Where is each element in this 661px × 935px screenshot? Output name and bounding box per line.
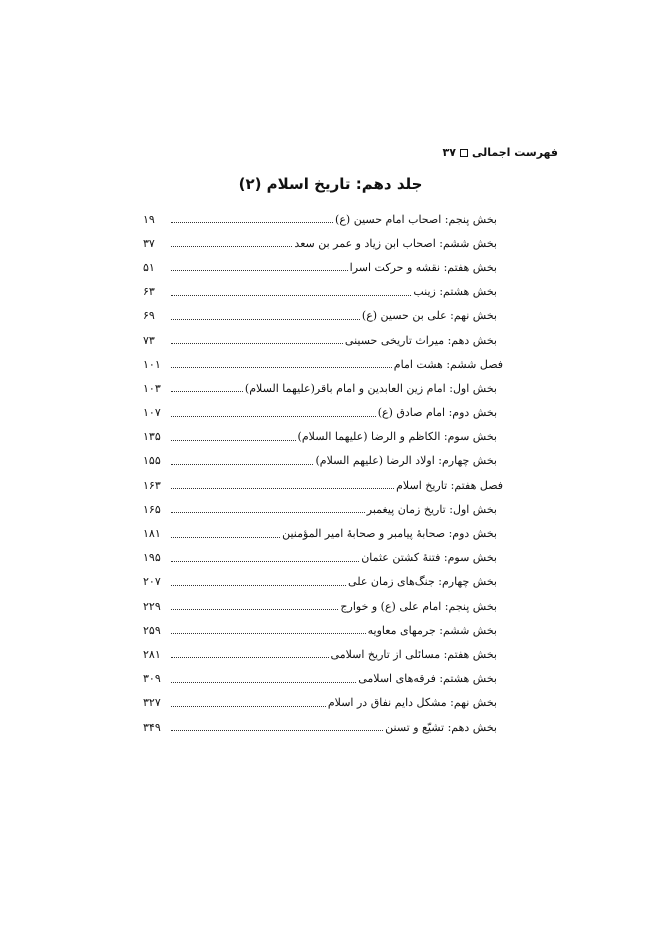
dot-leader: [171, 536, 280, 538]
toc-entry-page-number: ۱۵۵: [143, 454, 161, 468]
toc-entry-page-number: ۶۳: [143, 285, 155, 299]
toc-entry-page-number: ۱۹: [143, 212, 155, 226]
toc-entry[interactable]: [143, 328, 503, 352]
toc-entry-label: بخش ششم: اصحاب ابن زیاد و عمر بن سعد: [294, 236, 497, 250]
dot-leader: [171, 294, 411, 296]
toc-entry-page-number: ۱۰۱: [143, 357, 161, 371]
toc-entry[interactable]: [143, 449, 503, 473]
running-header-page-number: ۳۷: [442, 146, 456, 159]
square-bullet-icon: [460, 149, 468, 157]
toc-entry[interactable]: [143, 618, 503, 642]
toc-entry-page-number: ۱۰۳: [143, 381, 161, 395]
dot-leader: [171, 584, 346, 586]
dot-leader: [171, 245, 292, 247]
toc-entry-label: بخش پنجم: اصحاب امام حسین (ع): [335, 212, 497, 226]
toc-entry-page-number: ۳۴۹: [143, 720, 161, 734]
dot-leader: [171, 560, 359, 562]
running-header: [443, 146, 559, 159]
dot-leader: [171, 269, 348, 271]
toc-entry-label: بخش دهم: میراث تاریخی حسینی: [344, 333, 497, 347]
toc-entry-label: بخش هشتم: فرقه‌های اسلامی: [358, 672, 497, 686]
toc-entry-label: بخش چهارم: جنگ‌های زمان علی: [348, 575, 497, 589]
dot-leader: [171, 511, 365, 513]
dot-leader: [171, 415, 376, 417]
dot-leader: [171, 608, 338, 610]
toc-entry-page-number: ۲۸۱: [143, 647, 161, 661]
toc-entry-label: فصل ششم: هشت امام: [393, 357, 503, 371]
dot-leader: [171, 439, 296, 441]
dot-leader: [171, 729, 383, 731]
toc-entry-page-number: ۱۶۳: [143, 478, 161, 492]
toc-entry-page-number: ۱۳۵: [143, 430, 161, 444]
toc-entry-page-number: ۳۲۷: [143, 696, 161, 710]
toc-entry[interactable]: [143, 594, 503, 618]
toc-entry[interactable]: [143, 376, 503, 400]
toc-entry[interactable]: [143, 255, 503, 279]
toc-entry-label: بخش هفتم: نقشه و حرکت اسرا: [349, 260, 497, 274]
toc-entry-label: بخش سوم: فتنهٔ کشتن عثمان: [361, 551, 497, 565]
toc-entry-page-number: ۱۶۵: [143, 502, 161, 516]
toc-entry[interactable]: [143, 546, 503, 570]
dot-leader: [171, 681, 356, 683]
dot-leader: [171, 487, 394, 489]
dot-leader: [171, 390, 243, 392]
toc-entry[interactable]: [143, 691, 503, 715]
dot-leader: [171, 318, 360, 320]
toc-entry[interactable]: [143, 231, 503, 255]
toc-entry-page-number: ۲۲۹: [143, 599, 161, 613]
dot-leader: [171, 342, 343, 344]
toc-entry[interactable]: [143, 521, 503, 545]
toc-entry-page-number: ۱۹۵: [143, 551, 161, 565]
toc-entry[interactable]: [143, 667, 503, 691]
toc-entry-page-number: ۲۰۷: [143, 575, 161, 589]
toc-entry[interactable]: [143, 497, 503, 521]
toc-entry[interactable]: [143, 425, 503, 449]
toc-entry-page-number: ۷۳: [143, 333, 155, 347]
toc-entry-label: بخش نهم: علی بن حسین (ع): [361, 309, 497, 323]
toc-entry-label: بخش پنجم: امام علی (ع) و خوارج: [340, 599, 497, 613]
running-header-title: فهرست اجمالی: [471, 146, 558, 159]
toc-entry-label: بخش هفتم: مسائلی از تاریخ اسلامی: [330, 647, 497, 661]
toc-entry-label: بخش هشتم: زینب: [413, 285, 497, 299]
toc-entry-page-number: ۱۰۷: [143, 406, 161, 420]
toc-entry-label: بخش ششم: جرمهای معاویه: [367, 623, 497, 637]
toc-entry-label: بخش دوم: امام صادق (ع): [377, 406, 497, 420]
dot-leader: [171, 632, 366, 634]
toc-entry[interactable]: [143, 715, 503, 739]
toc-entry-page-number: ۳۷: [143, 236, 155, 250]
toc-entry[interactable]: [143, 642, 503, 666]
toc-entry[interactable]: [143, 280, 503, 304]
toc-entry[interactable]: [143, 304, 503, 328]
toc-entry-label: فصل هفتم: تاریخ اسلام: [396, 478, 503, 492]
toc-entry-page-number: ۶۹: [143, 309, 155, 323]
table-of-contents: [143, 207, 503, 739]
volume-title: جلد دهم: تاریخ اسلام (۲): [238, 175, 423, 193]
toc-entry-label: بخش اول: امام زین العابدین و امام باقر(علیهما السلام): [244, 381, 497, 395]
toc-entry[interactable]: [143, 570, 503, 594]
toc-entry[interactable]: [143, 207, 503, 231]
toc-entry-page-number: ۳۰۹: [143, 672, 161, 686]
toc-entry-label: بخش دوم: صحابهٔ پیامبر و صحابهٔ امیر المؤمنین: [282, 527, 497, 541]
toc-entry-page-number: ۲۵۹: [143, 623, 161, 637]
toc-entry[interactable]: [143, 401, 503, 425]
toc-entry-page-number: ۵۱: [143, 260, 155, 274]
toc-entry-label: بخش نهم: مشکل دایم نفاق در اسلام: [327, 696, 497, 710]
dot-leader: [171, 463, 313, 465]
dot-leader: [171, 366, 392, 368]
dot-leader: [171, 705, 326, 707]
toc-entry-label: بخش چهارم: اولاد الرضا (علیهم السلام): [315, 454, 497, 468]
toc-entry-page-number: ۱۸۱: [143, 527, 161, 541]
toc-entry-label: بخش سوم: الکاظم و الرضا (علیهما السلام): [297, 430, 497, 444]
dot-leader: [171, 656, 329, 658]
toc-entry-label: بخش دهم: تشیّع و تسنن: [385, 720, 497, 734]
toc-entry[interactable]: [143, 473, 503, 497]
toc-entry[interactable]: [143, 352, 503, 376]
toc-entry-label: بخش اول: تاریخ زمان پیغمبر: [366, 502, 497, 516]
dot-leader: [171, 221, 333, 223]
